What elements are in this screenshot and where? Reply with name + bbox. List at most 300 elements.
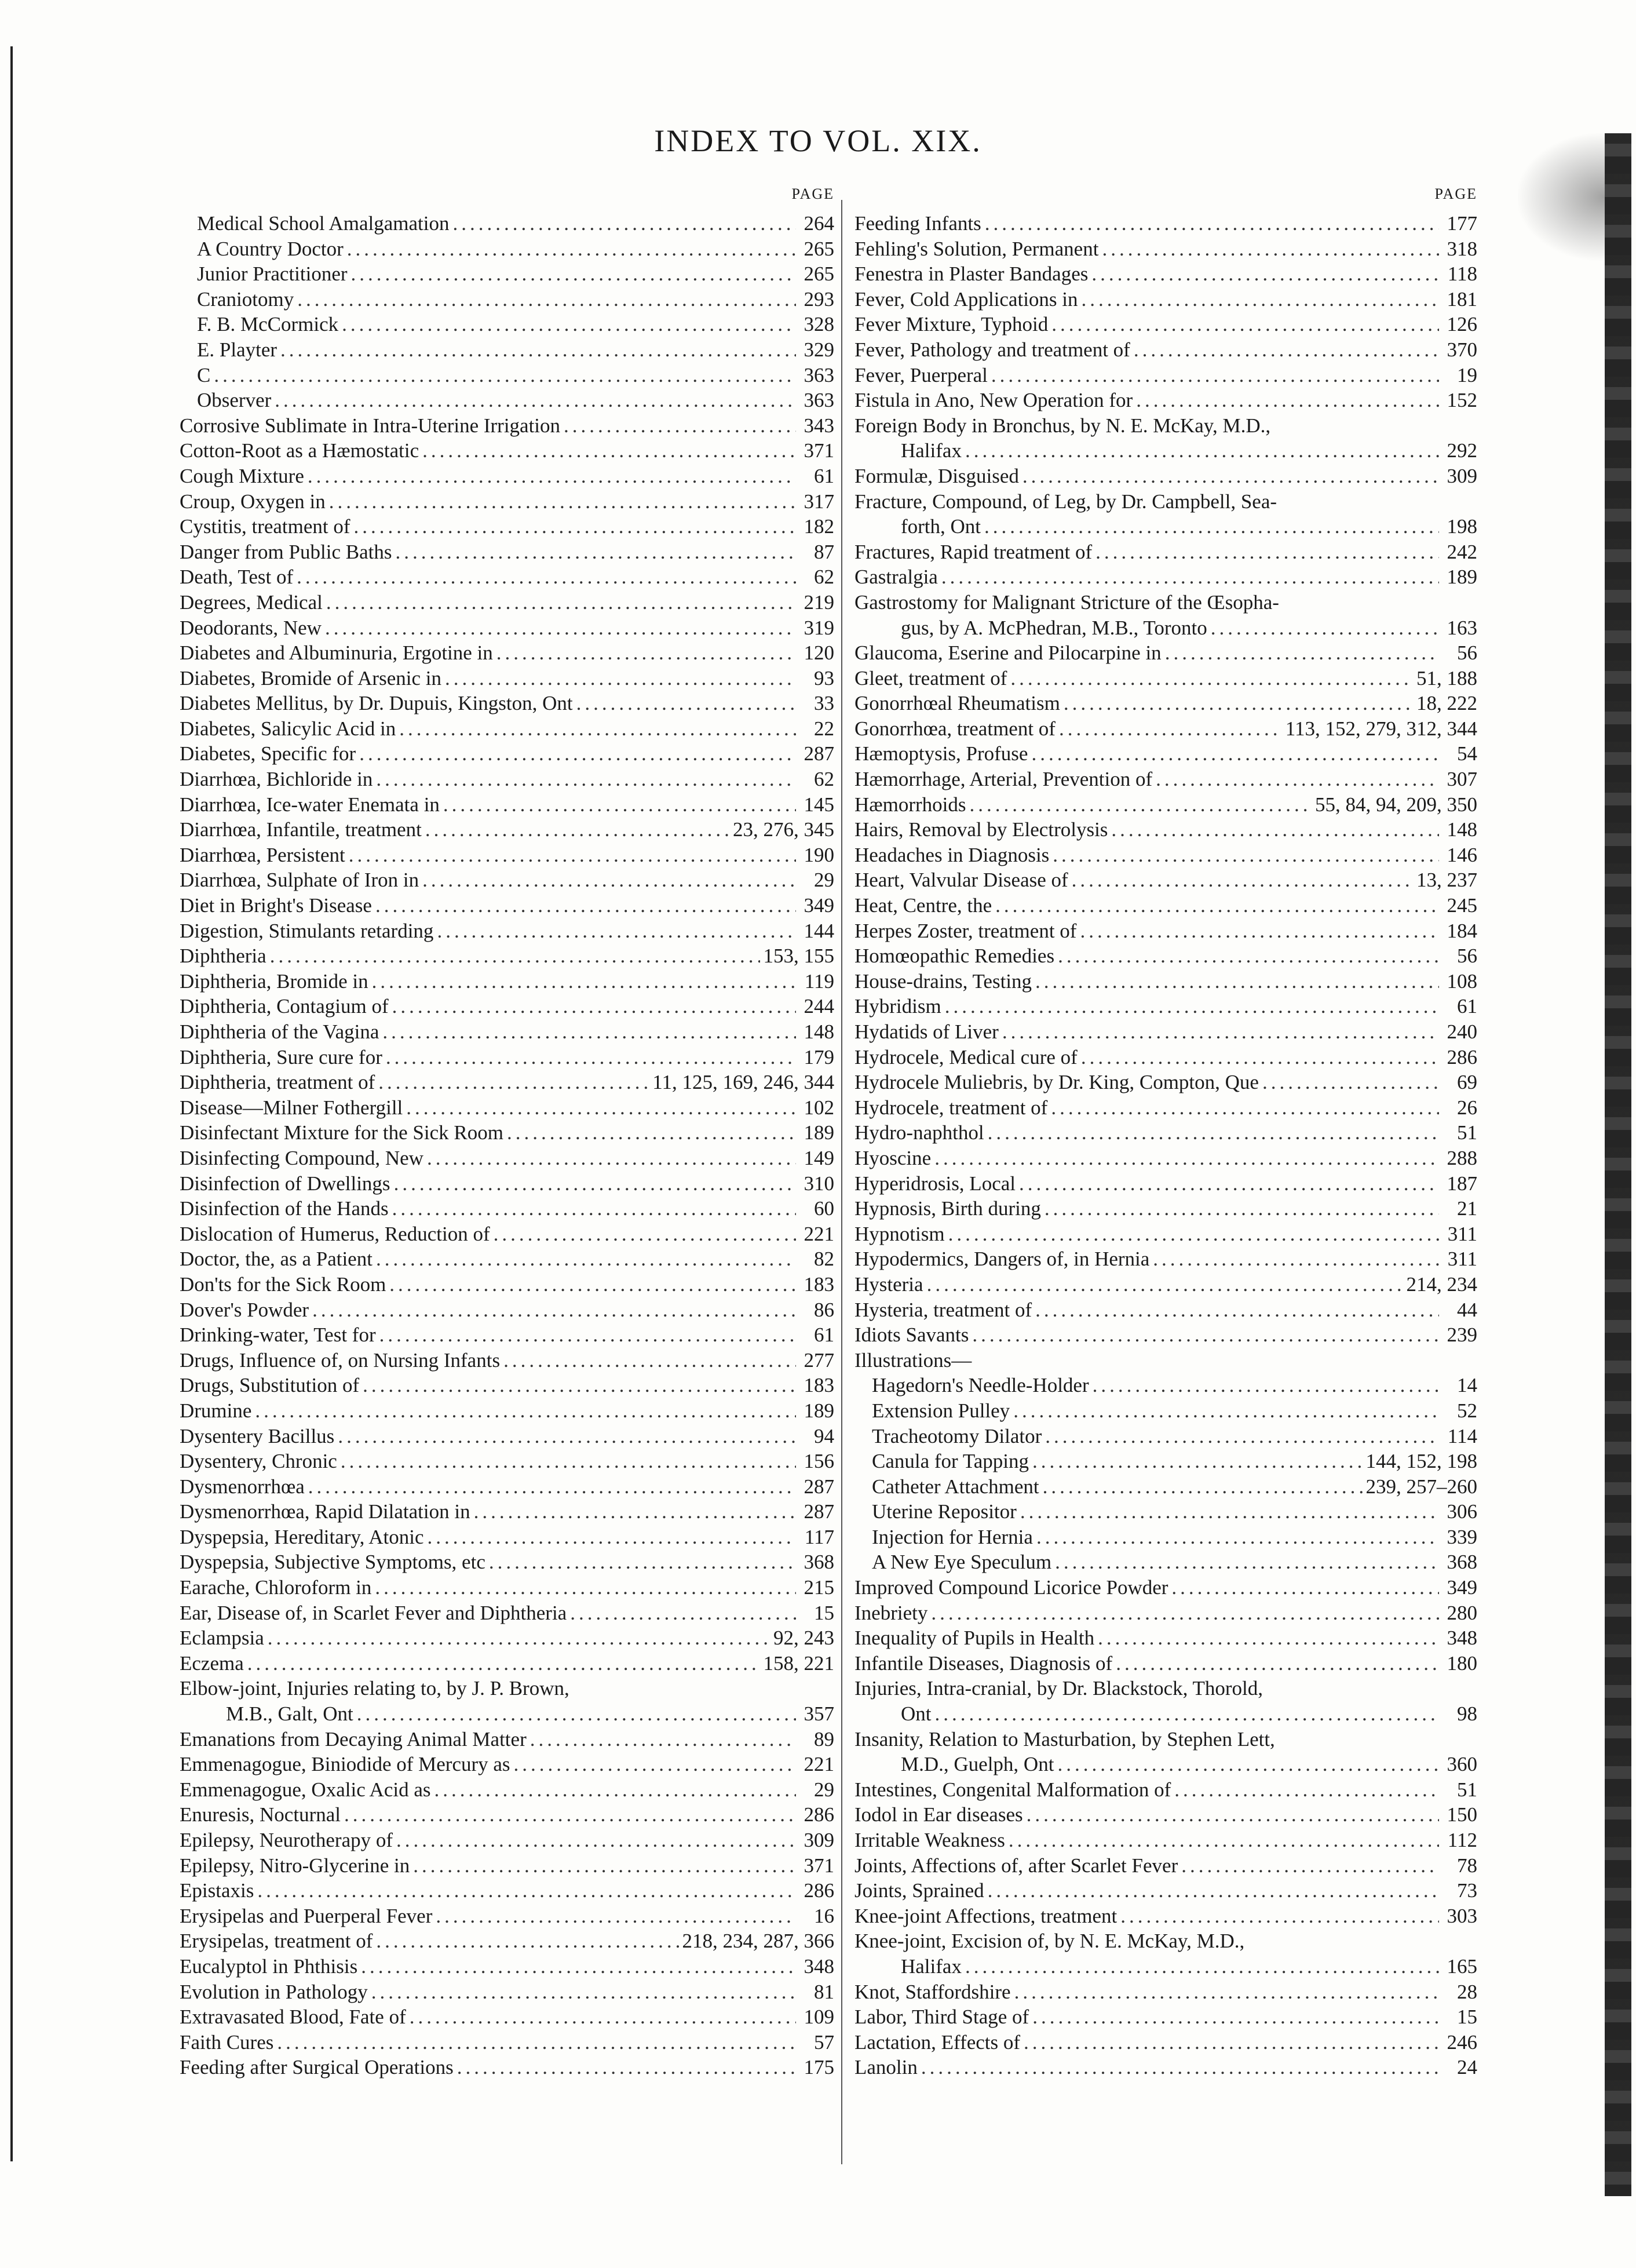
index-entry (180, 1348, 834, 1373)
dot-leader (422, 867, 796, 893)
entry-page-number: 310 (804, 1172, 834, 1195)
index-entry (854, 413, 1477, 439)
entry-title: Ear, Disease of, in Scarlet Fever and Diphtheria (180, 1601, 567, 1624)
dot-leader (1045, 1424, 1439, 1449)
index-entry (180, 363, 834, 388)
entry-page-number: 246 (1447, 2030, 1477, 2054)
dot-leader (375, 1575, 796, 1600)
dot-leader (927, 1272, 1403, 1297)
dot-leader (344, 1802, 796, 1828)
index-entry (854, 464, 1477, 489)
dot-leader (965, 438, 1439, 464)
index-entry (180, 1727, 834, 1752)
entry-page-number: 177 (1447, 212, 1477, 235)
entry-page-number: 61 (814, 1323, 834, 1347)
entry-title: A New Eye Speculum (872, 1551, 1052, 1574)
entry-title: Extension Pulley (872, 1399, 1010, 1422)
entry-page-number: 56 (1457, 641, 1477, 665)
entry-title: House-drains, Testing (854, 969, 1032, 993)
index-entry (854, 1777, 1477, 1803)
dot-leader (277, 2030, 796, 2055)
entry-page-number: 339 (1447, 1525, 1477, 1548)
index-entry (180, 843, 834, 868)
entry-page-number: 245 (1447, 894, 1477, 917)
entry-title: Observer (197, 389, 272, 412)
entry-page-number: 15 (814, 1601, 834, 1624)
entry-page-number: 158, 221 (763, 1651, 834, 1675)
index-entry (854, 1954, 1477, 1979)
index-entry (180, 413, 834, 439)
entry-title: Formulæ, Disguised (854, 464, 1019, 487)
dot-leader (496, 640, 796, 666)
index-entry (180, 1928, 834, 1954)
entry-title: Hysteria, treatment of (854, 1298, 1032, 1321)
dot-leader (1036, 1525, 1439, 1550)
dot-leader (312, 1297, 796, 1323)
index-entry (180, 1625, 834, 1651)
entry-title: Diarrhœa, Ice-water Enemata in (180, 793, 440, 816)
dot-leader (995, 893, 1439, 918)
entry-title: Drinking-water, Test for (180, 1323, 376, 1347)
index-entry (180, 1070, 834, 1095)
index-entry (180, 893, 834, 918)
dot-leader (1080, 918, 1439, 944)
entry-page-number: 306 (1447, 1500, 1477, 1523)
entry-title: Faith Cures (180, 2030, 274, 2054)
entry-title: Earache, Chloroform in (180, 1576, 372, 1599)
dot-leader (297, 287, 796, 312)
entry-page-number: 148 (804, 1020, 834, 1043)
entry-title: Diphtheria, Bromide in (180, 969, 368, 993)
entry-page-number: 265 (804, 237, 834, 260)
entry-page-number: 163 (1447, 616, 1477, 639)
entry-page-number: 187 (1447, 1172, 1477, 1195)
entry-page-number: 328 (804, 313, 834, 336)
dot-leader (1136, 388, 1439, 413)
dot-leader (1051, 1095, 1439, 1121)
index-entries-right (854, 211, 1477, 2080)
index-entry (180, 1398, 834, 1424)
index-entry (854, 867, 1477, 893)
dot-leader (1095, 539, 1439, 565)
entry-page-number: 87 (814, 540, 834, 563)
dot-leader (413, 1853, 796, 1879)
entry-page-number: 108 (1447, 969, 1477, 993)
dot-leader (410, 2004, 796, 2030)
index-entry (180, 1979, 834, 2005)
index-entry (180, 1954, 834, 1979)
entry-page-number: 156 (804, 1450, 834, 1473)
entry-title: Diphtheria (180, 945, 266, 968)
entry-title: Fever Mixture, Typhoid (854, 313, 1049, 336)
dot-leader (988, 1878, 1439, 1904)
entry-page-number: 69 (1457, 1071, 1477, 1094)
index-entry (854, 1802, 1477, 1828)
index-entry (854, 438, 1477, 464)
index-entry (180, 1676, 834, 1701)
index-entry (854, 2055, 1477, 2080)
index-entry (180, 691, 834, 716)
index-entry (854, 792, 1477, 818)
entry-page-number: 89 (814, 1727, 834, 1751)
entry-page-number: 16 (814, 1904, 834, 1927)
entry-title: Headaches in Diagnosis (854, 843, 1050, 866)
index-entry (854, 1322, 1477, 1348)
entry-page-number: 175 (804, 2056, 834, 2079)
entry-title: Dislocation of Humerus, Reduction of (180, 1222, 490, 1245)
entry-page-number: 126 (1447, 313, 1477, 336)
entry-page-number: 219 (804, 590, 834, 614)
entry-title: Foreign Body in Bronchus, by N. E. McKay, M.D., (854, 414, 1271, 437)
entry-title: Extravasated Blood, Fate of (180, 2006, 406, 2029)
entry-page-number: 145 (804, 793, 834, 816)
entry-page-number: 11, 125, 169, 246, 344 (652, 1071, 834, 1094)
entry-title: Drumine (180, 1399, 252, 1422)
index-entry (180, 1752, 834, 1777)
index-entry (180, 1120, 834, 1146)
dot-leader (1035, 969, 1439, 994)
entry-page-number: 150 (1447, 1803, 1477, 1826)
entry-page-number: 221 (804, 1753, 834, 1776)
entry-title: Diphtheria, Contagium of (180, 995, 389, 1018)
entry-page-number: 61 (814, 464, 834, 487)
entry-page-number: 348 (1447, 1627, 1477, 1650)
entry-title: Glaucoma, Eserine and Pilocarpine in (854, 641, 1162, 665)
dot-leader (351, 261, 796, 287)
dot-leader (530, 1727, 796, 1752)
dot-leader (1002, 1019, 1439, 1045)
index-entry (180, 1424, 834, 1449)
index-entry (854, 1600, 1477, 1626)
entry-page-number: 62 (814, 768, 834, 791)
dot-leader (1211, 615, 1439, 641)
entry-page-number: 287 (804, 1475, 834, 1498)
index-entry (180, 666, 834, 691)
entry-title: Dysmenorrhœa (180, 1475, 305, 1498)
dot-leader (1045, 1196, 1439, 1221)
dot-leader (457, 2055, 796, 2080)
entry-title: Disinfectant Mixture for the Sick Room (180, 1121, 503, 1144)
index-entry (180, 1549, 834, 1575)
dot-leader (280, 337, 796, 363)
index-entry (180, 464, 834, 489)
dot-leader (1102, 236, 1439, 262)
index-entry (854, 1499, 1477, 1525)
entry-title: Feeding after Surgical Operations (180, 2056, 454, 2079)
entry-title: Catheter Attachment (872, 1475, 1039, 1498)
entry-title: Lactation, Effects of (854, 2030, 1021, 2054)
index-entry (854, 1373, 1477, 1398)
index-entry (180, 312, 834, 337)
index-entry (180, 211, 834, 236)
entry-page-number: 73 (1457, 1879, 1477, 1902)
dot-leader (427, 1146, 796, 1171)
entry-title: Tracheotomy Dilator (872, 1424, 1042, 1447)
dot-leader (1010, 666, 1413, 691)
entry-page-number: 165 (1447, 1955, 1477, 1978)
entry-page-number: 189 (804, 1399, 834, 1422)
entry-title: Inebriety (854, 1601, 928, 1624)
entry-page-number: 118 (1447, 262, 1477, 286)
index-entry (180, 1196, 834, 1221)
entry-title: Knee-joint, Excision of, by N. E. McKay, M.D., (854, 1930, 1245, 1953)
entry-title: Diarrhœa, Persistent (180, 843, 345, 866)
index-entry (854, 1095, 1477, 1121)
index-entry (180, 1853, 834, 1879)
dot-leader (931, 1600, 1439, 1626)
entry-title: Irritable Weakness (854, 1829, 1005, 1851)
dot-leader (1082, 287, 1439, 312)
entry-page-number: 183 (804, 1374, 834, 1397)
dot-leader (1064, 691, 1413, 716)
index-entry (854, 666, 1477, 691)
entry-page-number: 148 (1447, 818, 1477, 841)
index-entry (854, 1878, 1477, 1904)
entry-page-number: 363 (804, 363, 834, 386)
index-entry (854, 1474, 1477, 1500)
entry-page-number: 33 (814, 692, 834, 715)
dot-leader (392, 1196, 796, 1221)
dot-leader (428, 1525, 796, 1550)
index-entry (180, 388, 834, 413)
entry-page-number: 349 (804, 894, 834, 917)
dot-leader (214, 363, 796, 388)
entry-title: Hæmoptysis, Profuse (854, 742, 1028, 765)
entry-page-number: 181 (1447, 287, 1477, 311)
entry-page-number: 264 (804, 212, 834, 235)
index-entry (854, 2030, 1477, 2055)
index-entry (854, 1449, 1477, 1474)
index-entry (854, 918, 1477, 944)
index-entry (180, 817, 834, 843)
index-entry (180, 1171, 834, 1197)
dot-leader (325, 615, 796, 641)
entry-title: Hæmorrhoids (854, 793, 966, 816)
entry-title: Diabetes Mellitus, by Dr. Dupuis, Kingston, Ont (180, 692, 573, 715)
dot-leader (1116, 1651, 1439, 1676)
entry-title: Diarrhœa, Bichloride in (180, 768, 373, 791)
dot-leader (1024, 2030, 1439, 2055)
entry-title: Fever, Puerperal (854, 363, 988, 386)
entry-page-number: 98 (1457, 1702, 1477, 1726)
index-entry (854, 1752, 1477, 1777)
index-entry (854, 1146, 1477, 1171)
entry-page-number: 18, 222 (1416, 692, 1477, 715)
dot-leader (576, 691, 796, 716)
entry-title: Deodorants, New (180, 616, 322, 639)
entry-title: Insanity, Relation to Masturbation, by Stephen Lett, (854, 1727, 1275, 1751)
entry-title: Hairs, Removal by Electrolysis (854, 818, 1108, 841)
entry-title: Cotton-Root as a Hæmostatic (180, 439, 419, 462)
index-entry (180, 489, 834, 515)
index-entry (854, 590, 1477, 615)
entry-title: Digestion, Stimulants retarding (180, 919, 434, 942)
index-entry (854, 640, 1477, 666)
entry-title: Joints, Sprained (854, 1879, 984, 1902)
index-entry (854, 1904, 1477, 1929)
entry-page-number: 62 (814, 566, 834, 589)
dot-leader (396, 1828, 796, 1853)
entry-title: Eucalyptol in Phthisis (180, 1955, 358, 1978)
entry-title: Elbow-joint, Injuries relating to, by J. P. Brown, (180, 1677, 569, 1700)
index-entry (180, 716, 834, 742)
index-entry (854, 1979, 1477, 2005)
entry-title: Fever, Pathology and treatment of (854, 338, 1130, 361)
dot-leader (965, 1954, 1439, 1979)
dot-leader (1111, 817, 1439, 843)
dot-leader (386, 1045, 796, 1070)
entry-title: Hypnotism (854, 1222, 945, 1245)
entry-page-number: 51, 188 (1416, 666, 1477, 690)
dot-leader (357, 1701, 796, 1727)
entry-page-number: 189 (804, 1121, 834, 1144)
index-entry (854, 261, 1477, 287)
entry-page-number: 288 (1447, 1146, 1477, 1169)
entry-page-number: 368 (1447, 1551, 1477, 1574)
dot-leader (507, 1120, 796, 1146)
dot-leader (1134, 337, 1439, 363)
index-entry (180, 1474, 834, 1500)
entry-title: Fracture, Compound, of Leg, by Dr. Campbell, Sea- (854, 490, 1277, 513)
index-entry (180, 615, 834, 641)
entry-page-number: 119 (804, 969, 834, 993)
index-entry (180, 1499, 834, 1525)
entry-page-number: 112 (1447, 1829, 1477, 1851)
index-entry (854, 1928, 1477, 1954)
index-entry (854, 1070, 1477, 1095)
entry-page-number: 15 (1457, 2006, 1477, 2029)
dot-leader (1043, 1474, 1363, 1500)
entry-title: Hydatids of Liver (854, 1020, 999, 1043)
dot-leader (326, 590, 796, 615)
entry-page-number: 360 (1447, 1753, 1477, 1776)
entry-page-number: 292 (1447, 439, 1477, 462)
torn-page-edge-right (1605, 133, 1631, 2196)
entry-page-number: 240 (1447, 1020, 1477, 1043)
dot-leader (1009, 1828, 1439, 1853)
entry-title: Gleet, treatment of (854, 666, 1007, 690)
entry-page-number: 153, 155 (763, 945, 834, 968)
index-entry (854, 1348, 1477, 1373)
index-entry (854, 211, 1477, 236)
entry-page-number: 190 (804, 843, 834, 866)
index-entry (180, 261, 834, 287)
index-entry (180, 337, 834, 363)
index-entry (180, 1651, 834, 1676)
entry-title: Diphtheria, Sure cure for (180, 1045, 382, 1069)
dot-leader (372, 969, 796, 994)
dot-leader (1120, 1904, 1439, 1929)
entry-title: Epistaxis (180, 1879, 254, 1902)
dot-leader (1032, 2004, 1439, 2030)
entry-page-number: 179 (804, 1045, 834, 1069)
entry-title: F. B. McCormick (197, 313, 339, 336)
entry-page-number: 311 (1447, 1248, 1477, 1271)
entry-page-number: 81 (814, 1980, 834, 2003)
entry-page-number: 307 (1447, 768, 1477, 791)
dot-leader (1072, 867, 1413, 893)
entry-page-number: 117 (804, 1525, 834, 1548)
index-column-left (180, 185, 834, 2080)
dot-leader (422, 438, 796, 464)
index-entry (180, 1045, 834, 1070)
entry-title: M.D., Guelph, Ont (901, 1753, 1054, 1776)
dot-leader (1055, 1549, 1439, 1575)
entry-title: Heart, Valvular Disease of (854, 869, 1068, 892)
index-entry (854, 1549, 1477, 1575)
entry-title: Uterine Repositor (872, 1500, 1017, 1523)
entry-title: Diarrhœa, Sulphate of Iron in (180, 869, 419, 892)
dot-leader (257, 1878, 796, 1904)
dot-leader (564, 413, 796, 439)
entry-page-number: 311 (1447, 1222, 1477, 1245)
index-entry (854, 615, 1477, 641)
entry-page-number: 309 (1447, 464, 1477, 487)
dot-leader (297, 564, 796, 590)
dot-leader (379, 1322, 796, 1348)
dot-leader (1093, 1373, 1439, 1398)
entry-page-number: 26 (1457, 1096, 1477, 1119)
entry-title: Idiots Savants (854, 1323, 969, 1347)
entry-title: Knee-joint Affections, treatment (854, 1904, 1118, 1927)
dot-leader (1165, 640, 1439, 666)
dot-leader (361, 1954, 796, 1979)
entry-title: Fehling's Solution, Permanent (854, 237, 1099, 260)
entry-page-number: 24 (1457, 2056, 1477, 2079)
page-column-header: PAGE (791, 185, 834, 202)
entry-page-number: 318 (1447, 237, 1477, 260)
page-column-header: PAGE (1434, 185, 1477, 202)
dot-leader (255, 1398, 796, 1424)
dot-leader (443, 792, 796, 818)
index-entry (854, 1398, 1477, 1424)
entry-page-number: 78 (1457, 1854, 1477, 1877)
entry-title: Craniotomy (197, 287, 294, 311)
dot-leader (1181, 1853, 1439, 1879)
entry-page-number: 23, 276, 345 (733, 818, 834, 841)
dot-leader (452, 211, 796, 236)
dot-leader (921, 2055, 1439, 2080)
binding-edge-left (10, 46, 13, 2161)
entry-page-number: 180 (1447, 1651, 1477, 1675)
entry-page-number: 371 (804, 1854, 834, 1877)
index-entry (180, 1802, 834, 1828)
index-entry (180, 1777, 834, 1803)
index-column-right (854, 185, 1477, 2080)
index-entry (854, 1272, 1477, 1297)
entry-page-number: 183 (804, 1272, 834, 1296)
entry-title: Hypnosis, Birth during (854, 1197, 1041, 1220)
entry-title: Epilepsy, Nitro-Glycerine in (180, 1854, 410, 1877)
dot-leader (1058, 943, 1439, 969)
index-entry (854, 1853, 1477, 1879)
entry-page-number: 44 (1457, 1298, 1477, 1321)
entry-page-number: 221 (804, 1222, 834, 1245)
index-entry (854, 741, 1477, 767)
entry-page-number: 21 (1457, 1197, 1477, 1220)
index-entry (180, 1146, 834, 1171)
index-entry (854, 1727, 1477, 1752)
dot-leader (394, 1171, 796, 1197)
entry-page-number: 287 (804, 742, 834, 765)
index-entry (854, 1221, 1477, 1247)
entry-title: Hagedorn's Needle-Holder (872, 1374, 1089, 1397)
dot-leader (1051, 312, 1439, 337)
index-entry (180, 640, 834, 666)
entry-title: Dysmenorrhœa, Rapid Dilatation in (180, 1500, 470, 1523)
index-entry (180, 1600, 834, 1626)
entry-page-number: 184 (1447, 919, 1477, 942)
